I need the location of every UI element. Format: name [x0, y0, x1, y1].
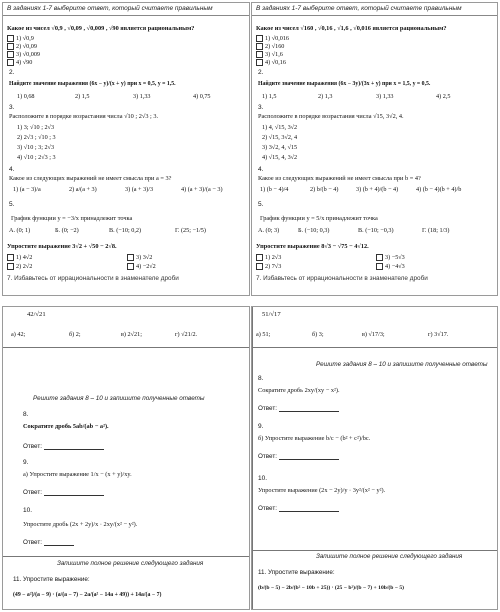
- q5-option-b[interactable]: Б. (−10; 0,3): [298, 227, 330, 234]
- q6-option-2[interactable]: 2) 2√2: [7, 263, 32, 270]
- q7-option-b[interactable]: б) 2;: [69, 331, 81, 338]
- q4-option-3[interactable]: 3) (b + 4)/(b − 4): [356, 186, 399, 193]
- question-10-text: Упростите выражение (2x − 2y)/y · 3y²/(x² − y²).: [258, 487, 386, 494]
- q8-answer-field[interactable]: Ответ:: [258, 405, 339, 412]
- question-7-text: 7. Избавьтесь от иррациональности в знаменателе дроби: [7, 275, 179, 282]
- section-heading-8-10: Решите задания 8 – 10 и запишите полученные ответы: [33, 395, 205, 402]
- checkbox[interactable]: [7, 254, 14, 261]
- q7-option-a[interactable]: а) 51;: [256, 331, 271, 338]
- q1-option-2[interactable]: 2) √0,09: [7, 43, 37, 50]
- q1-option-4[interactable]: 4) √0,16: [256, 59, 286, 66]
- checkbox[interactable]: [7, 59, 14, 66]
- q4-option-1[interactable]: 1) (a − 3)/a: [13, 186, 41, 193]
- divider: [3, 347, 249, 348]
- q5-option-v[interactable]: В. (−10; −0,3): [358, 227, 394, 234]
- question-11-text: 11. Упростите выражение:: [13, 576, 90, 583]
- q7-option-g[interactable]: г) √21/2.: [175, 331, 198, 338]
- q7-expression: 51/√17: [262, 311, 281, 318]
- question-5-number: 5.: [258, 201, 264, 208]
- checkbox[interactable]: [376, 254, 383, 261]
- q1-option-1[interactable]: 1) √0,016: [256, 35, 289, 42]
- q10-answer-field[interactable]: Ответ:: [23, 539, 74, 546]
- q6-option-3[interactable]: 3) −5√3: [376, 254, 405, 261]
- question-1-text: Какое из чисел √160 , √0,16 , √1,6 , √0,016 является рациональным?: [256, 25, 447, 32]
- instructions-header: В заданиях 1-7 выберите ответ, который считаете правильным: [3, 3, 249, 16]
- q5-option-a[interactable]: А. (0; 3): [258, 227, 280, 234]
- question-9-text: б) Упростите выражение b/c − (b² + c²)/bc.: [258, 435, 371, 442]
- q3-option-2[interactable]: 2) 2√3 ; √10 ; 3: [17, 134, 56, 141]
- question-5-text: График функции y = 5/x принадлежит точка: [260, 215, 378, 222]
- page-variant-b-part2: [251, 306, 498, 610]
- question-3-number: 3.: [9, 104, 15, 111]
- q3-option-3[interactable]: 3) 3√2, 4, √15: [262, 144, 298, 151]
- q4-option-3[interactable]: 3) (a + 3)/3: [125, 186, 154, 193]
- q2-option-4[interactable]: 4) 2,5: [436, 93, 451, 100]
- q1-option-3[interactable]: 3) √1,6: [256, 51, 283, 58]
- q3-option-4[interactable]: 4) √10 ; 2√3 ; 3: [17, 154, 56, 161]
- question-8-text: Сократите дробь 2xy/(xy − x²).: [258, 387, 340, 394]
- page-variant-b-part1: [251, 2, 498, 296]
- q6-option-1[interactable]: 1) 2√3: [256, 254, 281, 261]
- checkbox[interactable]: [256, 51, 263, 58]
- q4-option-4[interactable]: 4) (b − 4)(b + 4)/b: [416, 186, 462, 193]
- q3-option-3[interactable]: 3) √10 ; 3; 2√3: [17, 144, 55, 151]
- question-9-number: 9.: [23, 459, 29, 466]
- q1-option-2[interactable]: 2) √160: [256, 43, 284, 50]
- divider: [252, 550, 497, 551]
- q1-option-1[interactable]: 1) √0,9: [7, 35, 34, 42]
- q9-answer-field[interactable]: Ответ:: [23, 489, 104, 496]
- question-10-text: Упростите дробь (2x + 2y)/x · 2xy/(x² − y²).: [23, 521, 138, 528]
- q2-option-2[interactable]: 2) 1,3: [318, 93, 333, 100]
- question-10-number: 10.: [23, 507, 33, 514]
- checkbox[interactable]: [7, 43, 14, 50]
- checkbox[interactable]: [376, 263, 383, 270]
- q6-option-3[interactable]: 3) 3√2: [127, 254, 152, 261]
- section-heading-11: Запишите полное решение следующего задания: [316, 553, 463, 560]
- q7-option-a[interactable]: а) 42;: [11, 331, 26, 338]
- checkbox[interactable]: [256, 43, 263, 50]
- q7-option-v[interactable]: в) 2√21;: [121, 331, 142, 338]
- q7-option-v[interactable]: в) √17/3;: [362, 331, 385, 338]
- q10-answer-field[interactable]: Ответ:: [258, 505, 339, 512]
- page-variant-a-part1: [2, 2, 250, 296]
- q4-option-4[interactable]: 4) (a + 3)/(a − 3): [181, 186, 223, 193]
- instructions-header: В заданиях 1-7 выберите ответ, который считаете правильным: [252, 3, 497, 16]
- section-heading-8-10: Решите задания 8 – 10 и запишите полученные ответы: [316, 361, 488, 368]
- page-variant-a-part2: [2, 306, 250, 610]
- checkbox[interactable]: [127, 254, 134, 261]
- q4-option-2[interactable]: 2) b/(b − 4): [310, 186, 339, 193]
- checkbox[interactable]: [7, 35, 14, 42]
- q6-option-2[interactable]: 2) 7√3: [256, 263, 281, 270]
- question-5-text: График функции y = −3/x принадлежит точка: [11, 215, 133, 222]
- q2-option-2[interactable]: 2) 1,5: [75, 93, 90, 100]
- q1-option-4[interactable]: 4) √90: [7, 59, 32, 66]
- q3-option-1[interactable]: 1) 4, √15, 3√2: [262, 124, 298, 131]
- q8-answer-field[interactable]: Ответ:: [23, 443, 104, 450]
- question-9-number: 9.: [258, 423, 264, 430]
- q3-option-4[interactable]: 4) √15, 4, 3√2: [262, 154, 298, 161]
- q4-option-2[interactable]: 2) a/(a + 3): [69, 186, 97, 193]
- question-8-number: 8.: [23, 411, 29, 418]
- question-2-text: Найдите значение выражения (6x − 3y)/(3x + y) при x = 1,5, y = 0,5.: [258, 81, 431, 87]
- question-3-text: Расположите в порядке возрастания числа √15, 3√2, 4.: [258, 113, 404, 120]
- question-6-text: Упростите выражение 3√2 + √50 − 2√8.: [7, 243, 117, 250]
- question-11-text: 11. Упростите выражение:: [258, 569, 335, 576]
- q6-option-1[interactable]: 1) 4√2: [7, 254, 32, 261]
- question-8-number: 8.: [258, 375, 264, 382]
- q1-option-3[interactable]: 3) √0,009: [7, 51, 40, 58]
- question-1-text: Какое из чисел √0,9 , √0,09 , √0,009 , √90 является рациональным?: [7, 25, 195, 32]
- q5-option-g[interactable]: Г. (18; 1/3): [422, 227, 450, 234]
- q5-option-g[interactable]: Г. (25; −1/5): [175, 227, 206, 234]
- question-9-text: а) Упростите выражение 1/x − (x + y)/xy.: [23, 471, 132, 478]
- divider: [252, 347, 497, 348]
- question-2-text: Найдите значение выражения (6x − y)/(x + y) при x = 0,5, y = 1,5.: [9, 81, 176, 87]
- q2-option-3[interactable]: 3) 1,33: [376, 93, 394, 100]
- q11-expression: (b/(b − 5) − 2b/(b² − 10b + 25)) · (25 − b²)/(b − 7) + 10b/(b − 5): [258, 585, 405, 591]
- question-8-text: Сократите дробь 5ab/(ab − a²).: [23, 423, 109, 430]
- question-4-number: 4.: [258, 166, 264, 173]
- checkbox[interactable]: [7, 263, 14, 270]
- q7-option-g[interactable]: г) 3√17.: [428, 331, 449, 338]
- checkbox[interactable]: [256, 254, 263, 261]
- q6-option-4[interactable]: 4) −4√3: [376, 263, 405, 270]
- question-4-text: Какое из следующих выражений не имеет смысла при a = 3?: [9, 175, 172, 182]
- q2-option-4[interactable]: 4) 0,75: [193, 93, 211, 100]
- question-3-text: Расположите в порядке возрастания числа √10 ; 2√3 ; 3.: [9, 113, 159, 120]
- q7-expression: 42/√21: [27, 311, 46, 318]
- question-4-text: Какое из следующих выражений не имеет смысла при b = 4?: [258, 175, 421, 182]
- q2-option-3[interactable]: 3) 1,33: [133, 93, 151, 100]
- q2-option-1[interactable]: 1) 0,68: [17, 93, 35, 100]
- q5-option-v[interactable]: В. (−10; 0,2): [109, 227, 142, 234]
- q3-option-2[interactable]: 2) √15, 3√2, 4: [262, 134, 298, 141]
- question-10-number: 10.: [258, 475, 268, 482]
- q5-option-a[interactable]: А. (0; 1): [9, 227, 31, 234]
- question-7-text: 7. Избавьтесь от иррациональности в знаменателе дроби: [256, 275, 428, 282]
- question-2-number: 2.: [258, 69, 264, 76]
- checkbox[interactable]: [7, 51, 14, 58]
- question-6-text: Упростите выражение 8√3 − √75 − 4√12.: [256, 243, 369, 250]
- q3-option-1[interactable]: 1) 3; √10 ; 2√3: [17, 124, 55, 131]
- q7-option-b[interactable]: б) 3;: [312, 331, 324, 338]
- q6-option-4[interactable]: 4) −2√2: [127, 263, 156, 270]
- question-4-number: 4.: [9, 166, 15, 173]
- section-heading-11: Запишите полное решение следующего задания: [57, 560, 204, 567]
- q11-expression: (49 − a²)/(a − 9) · (a/(a − 7) − 2a/(a² − 14a + 49)) + 14a/(a − 7): [13, 592, 162, 598]
- checkbox[interactable]: [127, 263, 134, 270]
- checkbox[interactable]: [256, 35, 263, 42]
- checkbox[interactable]: [256, 59, 263, 66]
- checkbox[interactable]: [256, 263, 263, 270]
- divider: [3, 556, 249, 557]
- q5-option-b[interactable]: Б. (0; −2): [55, 227, 79, 234]
- divider: [252, 307, 253, 609]
- q2-option-1[interactable]: 1) 1,5: [262, 93, 277, 100]
- question-2-number: 2.: [9, 69, 15, 76]
- question-3-number: 3.: [258, 104, 264, 111]
- q4-option-1[interactable]: 1) (b − 4)/4: [260, 186, 289, 193]
- question-5-number: 5.: [9, 201, 15, 208]
- q9-answer-field[interactable]: Ответ:: [258, 453, 339, 460]
